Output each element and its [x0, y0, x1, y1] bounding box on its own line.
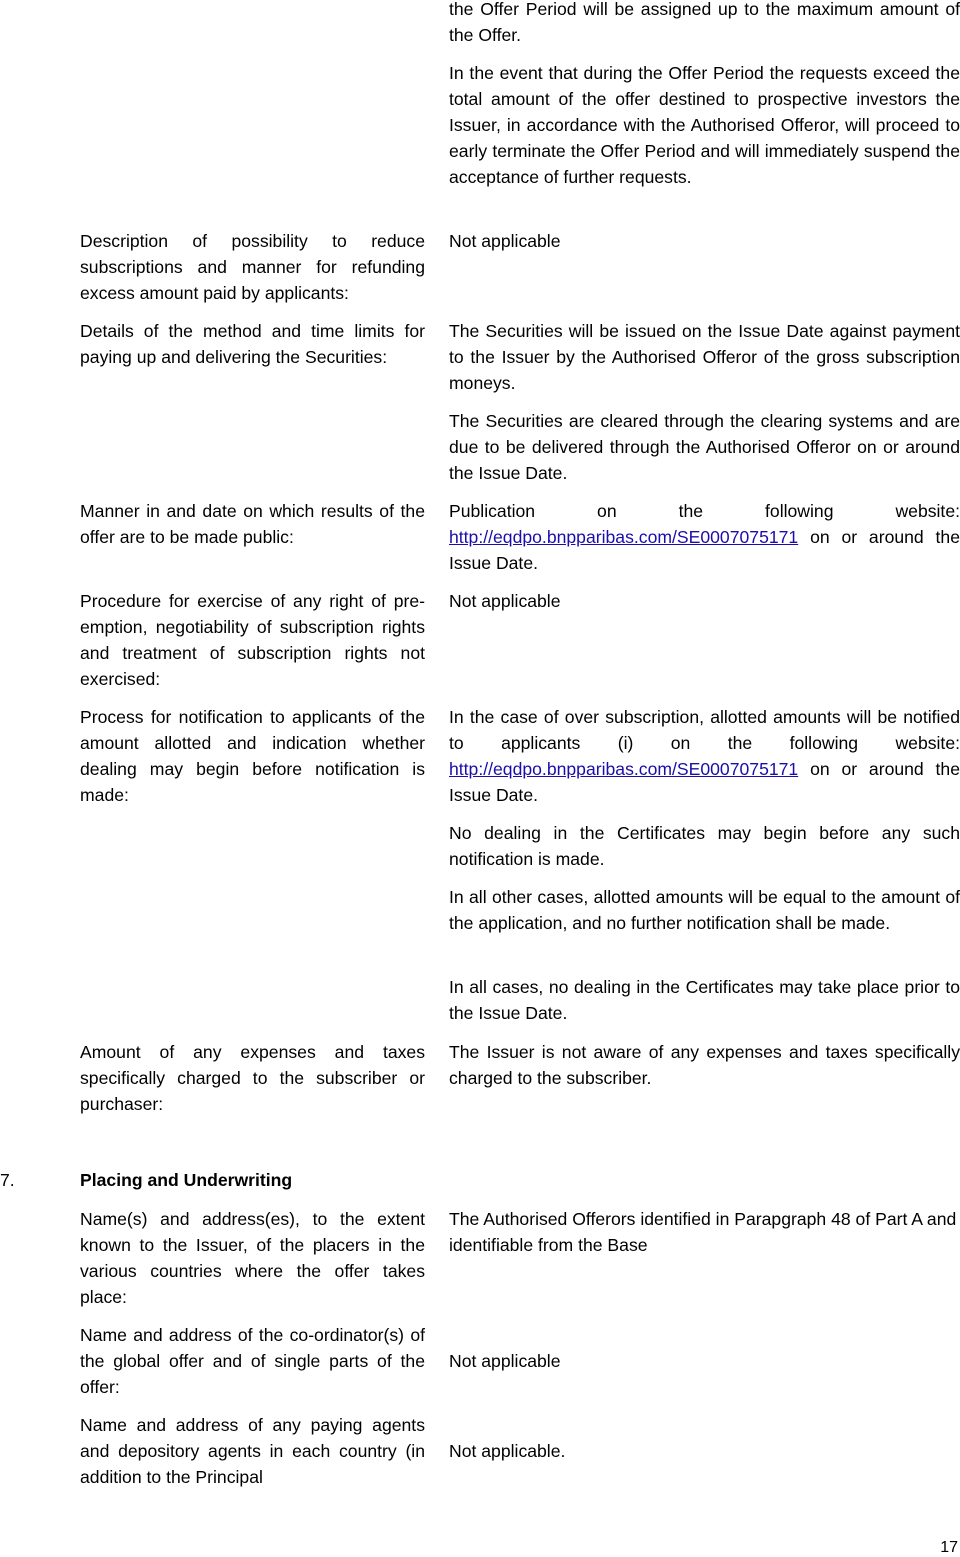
notification-text-suffix: on or around the Issue Date.: [449, 759, 960, 805]
label-paying-delivering: Details of the method and time limits for paying up and delivering the Securities:: [80, 321, 425, 367]
value-coordinator: Not applicable: [449, 1351, 561, 1371]
value-placers: The Authorised Offerors identified in Parapgraph 48 of Part A and identifiable from the Base: [449, 1209, 957, 1255]
label-expenses: Amount of any expenses and taxes specifically charged to the subscriber or purchaser:: [80, 1042, 425, 1114]
results-text-suffix: on or around the Issue Date.: [449, 527, 960, 573]
results-website-link[interactable]: http://eqdpo.bnpparibas.com/SE0007075171: [449, 527, 799, 547]
label-reduce-subscriptions: Description of possibility to reduce subscriptions and manner for refunding excess amount paid by applicants:: [80, 231, 425, 303]
notification-website-link[interactable]: http://eqdpo.bnpparibas.com/SE0007075171: [449, 759, 799, 779]
value-paying-agents: Not applicable.: [449, 1441, 566, 1461]
value-pre-emption: Not applicable: [449, 591, 561, 611]
page-number: 17: [940, 1539, 958, 1556]
value-paying-1: The Securities will be issued on the Issue Date against payment to the Issuer by the Authorised Offeror of the gross subscription moneys.: [449, 321, 960, 393]
label-results-public: Manner in and date on which results of the offer are to be made public:: [80, 501, 425, 547]
label-placers: Name(s) and address(es), to the extent known to the Issuer, of the placers in the various countries where the offer takes place:: [80, 1209, 425, 1307]
continuation-paragraph-2: In the event that during the Offer Period the requests exceed the total amount of the offer destined to prospective investors the Issuer, in accordance with the Authorised Offeror, will proceed to early terminate the Offer Period and will immediately suspend the acceptance of further requests.: [449, 63, 960, 187]
continuation-paragraph-1: the Offer Period will be assigned up to the maximum amount of the Offer.: [449, 0, 960, 45]
value-expenses: The Issuer is not aware of any expenses and taxes specifically charged to the subscriber.: [449, 1042, 960, 1088]
value-notification-1: [449, 704, 960, 808]
value-reduce-subscriptions: Not applicable: [449, 231, 561, 251]
label-paying-agents: Name and address of any paying agents and depository agents in each country (in addition to the Principal: [80, 1415, 425, 1487]
label-notification: Process for notification to applicants of the amount allotted and indication whether dealing may begin before notification is made:: [80, 707, 425, 805]
value-notification-4: In all cases, no dealing in the Certificates may take place prior to the Issue Date.: [449, 977, 960, 1023]
value-notification-3: In all other cases, allotted amounts will be equal to the amount of the application, and no further notification shall be made.: [449, 887, 960, 933]
section-title: Placing and Underwriting: [80, 1170, 293, 1190]
label-coordinator: Name and address of the co-ordinator(s) of the global offer and of single parts of the offer:: [80, 1325, 425, 1397]
value-notification-2: No dealing in the Certificates may begin before any such notification is made.: [449, 823, 960, 869]
label-pre-emption: Procedure for exercise of any right of pre-emption, negotiability of subscription rights and treatment of subscription rights not exercised:: [80, 591, 425, 689]
section-number: 7.: [0, 1170, 15, 1190]
value-paying-2: The Securities are cleared through the clearing systems and are due to be delivered through the Authorised Offeror on or around the Issue Date.: [449, 411, 960, 483]
results-text-prefix: Publication on the following website:: [449, 501, 960, 521]
notification-text-prefix: In the case of over subscription, allotted amounts will be notified to applicants (i) on the following website:: [449, 707, 960, 753]
value-results-public: [449, 498, 960, 576]
